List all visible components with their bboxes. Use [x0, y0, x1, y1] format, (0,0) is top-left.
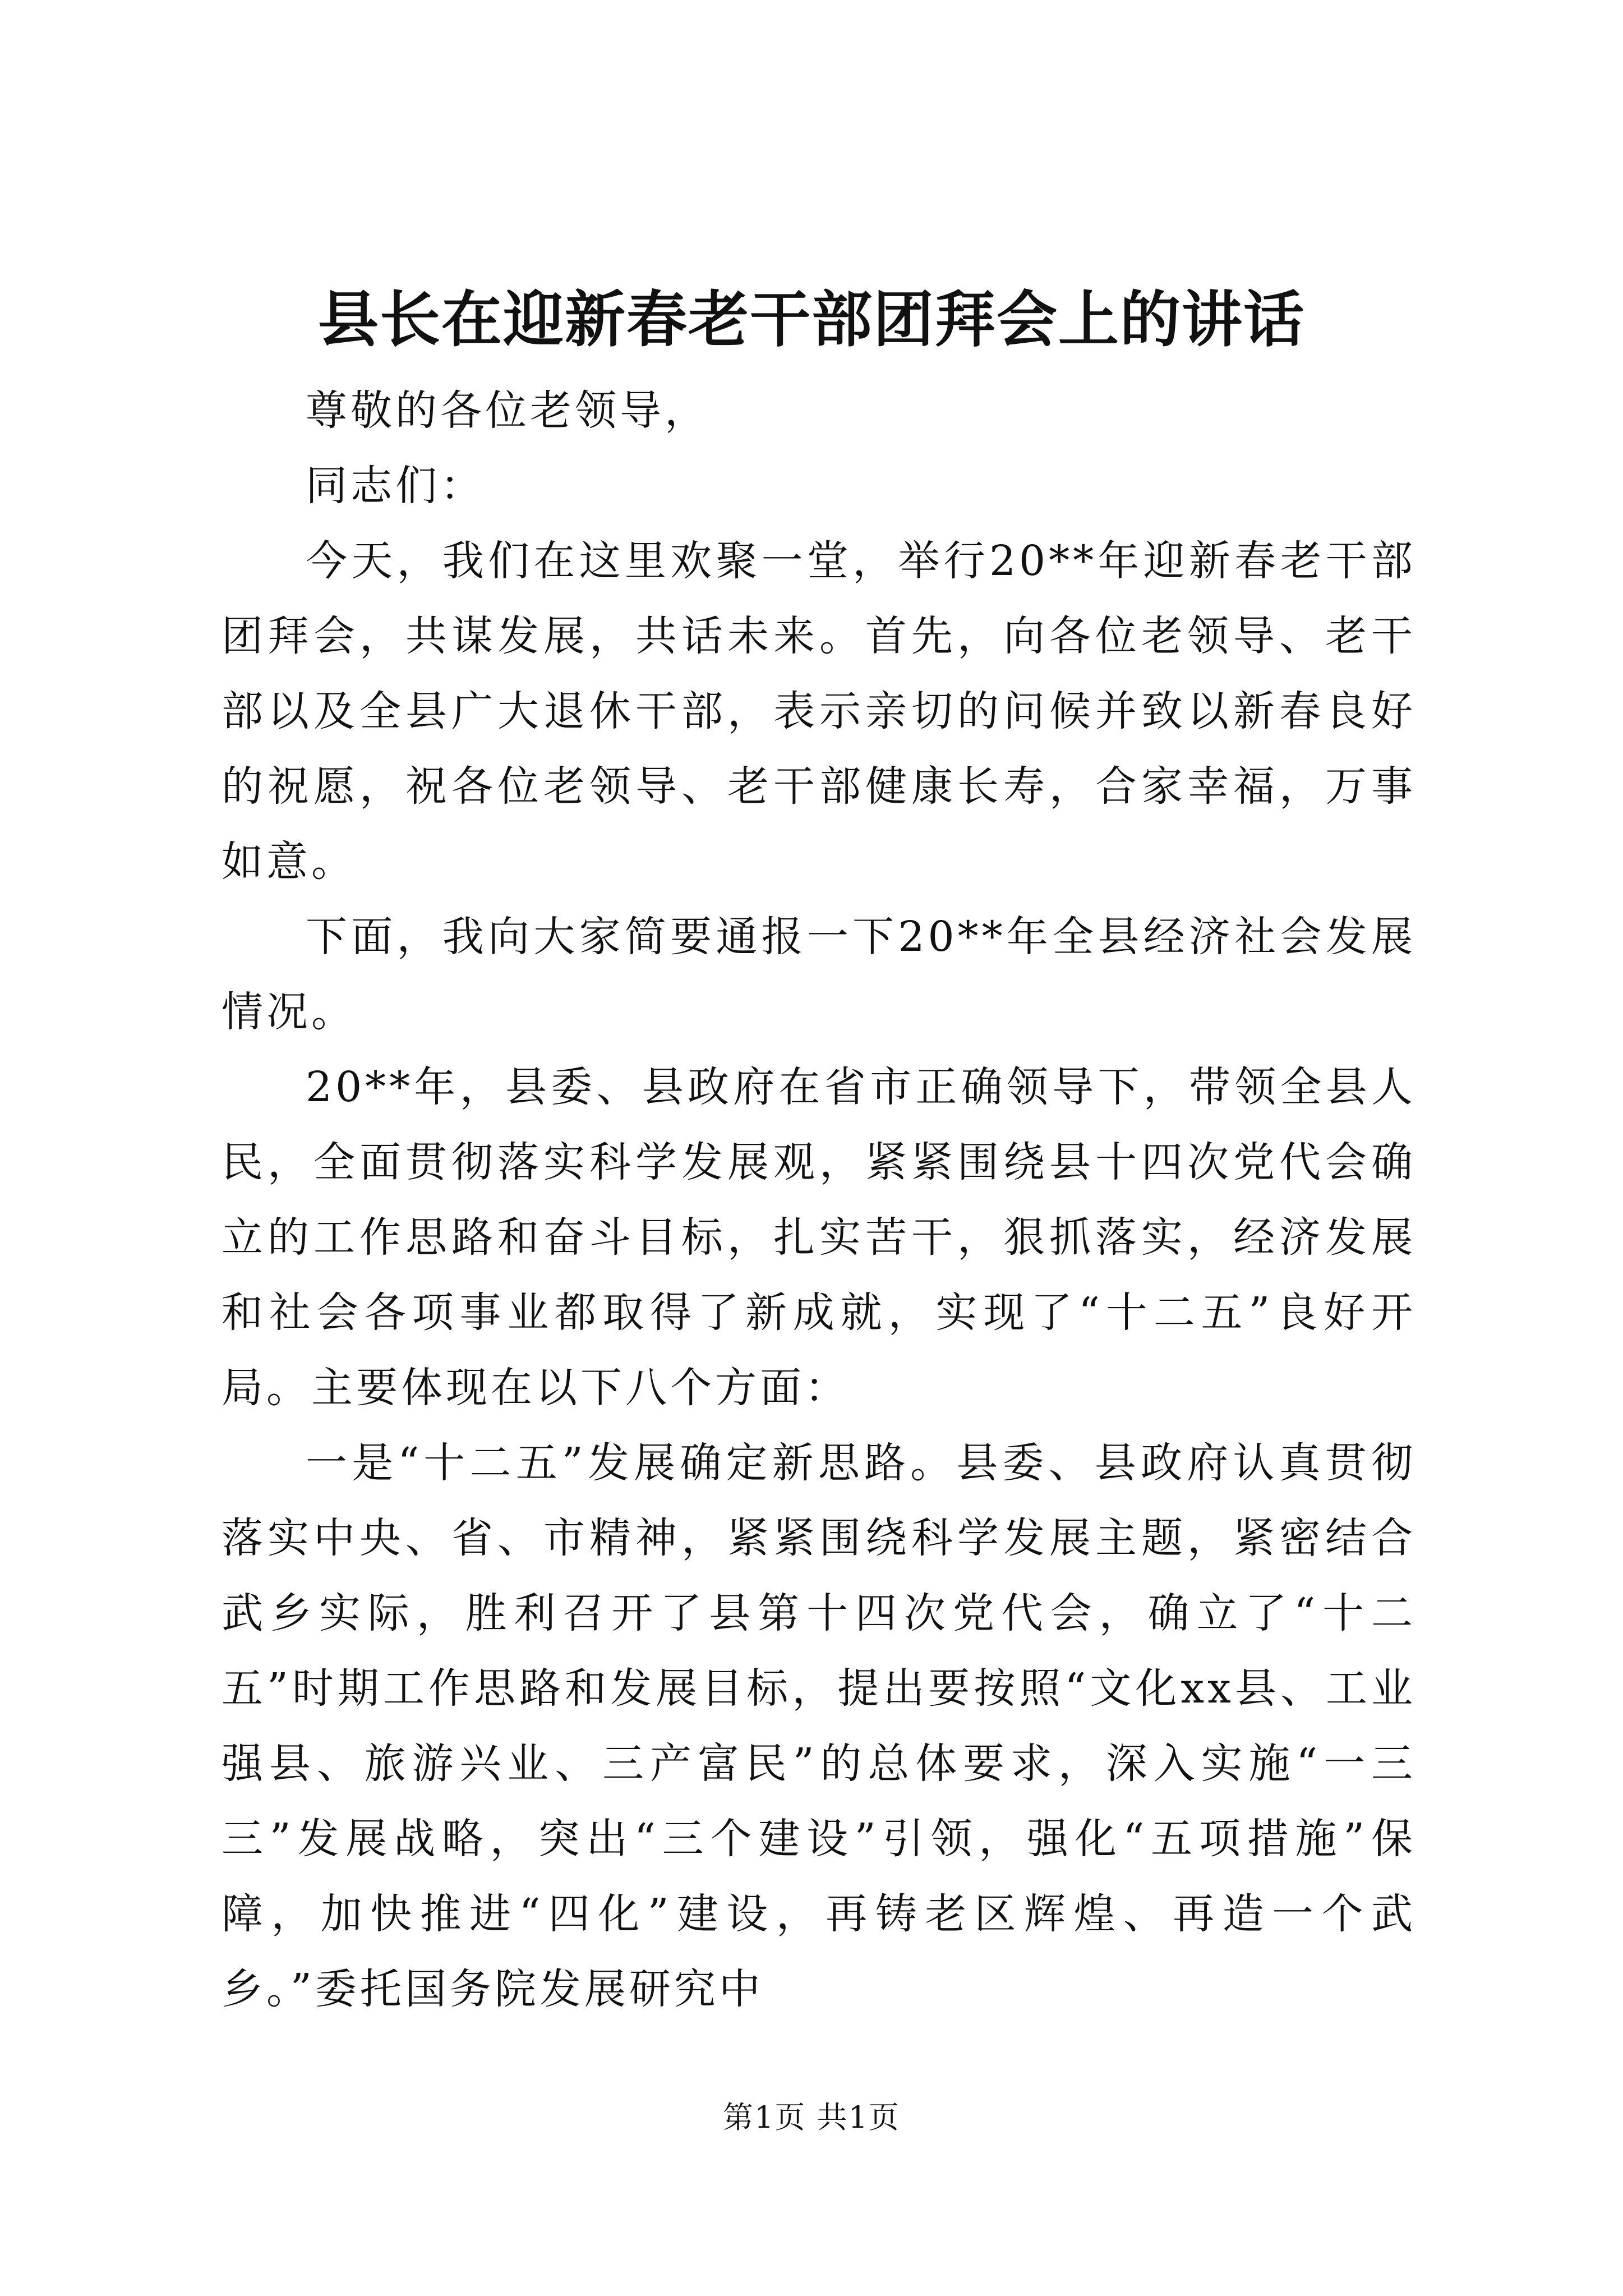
body-paragraph: 20**年，县委、县政府在省市正确领导下，带领全县人民，全面贯彻落实科学发展观，紧紧围绕县十四次党代会确立的工作思路和奋斗目标，扎实苦干，狠抓落实，经济发展和社会各项事业都取得了新成就，实现了“十二五”良好开局。主要体现在以下八个方面：: [222, 1063, 1416, 1412]
salutation-paragraph: 尊敬的各位老领导，: [306, 386, 709, 435]
body-paragraph: 一是“十二五”发展确定新思路。县委、县政府认真贯彻落实中央、省、市精神，紧紧围绕科学发展主题，紧密结合武乡实际，胜利召开了县第十四次党代会，确立了“十二五”时期工作思路和发展目标，提出要按照“文化xx县、工业强县、旅游兴业、三产富民”的总体要求，深入实施“一三三”发展战略，突出“三个建设”引领，强化“五项措施”保障，加快推进“四化”建设，再铸老区辉煌、再造一个武乡。”委托国务院发展研究中: [222, 1439, 1416, 2013]
document-title: 县长在迎新春老干部团拜会上的讲话: [317, 284, 1305, 355]
body-paragraph: 下面，我向大家简要通报一下20**年全县经济社会发展情况。: [222, 913, 1416, 1036]
salutation-paragraph: 同志们：: [306, 462, 485, 510]
body-paragraph: 今天，我们在这里欢聚一堂，举行20**年迎新春老干部团拜会，共谋发展，共话未来。首先，向各位老领导、老干部以及全县广大退休干部，表示亲切的问候并致以新春良好的祝愿，祝各位老领导、老干部健康长寿，合家幸福，万事如意。: [222, 537, 1416, 886]
document-body: [222, 373, 1416, 2027]
page-footer: 第1页 共1页: [723, 2100, 900, 2135]
